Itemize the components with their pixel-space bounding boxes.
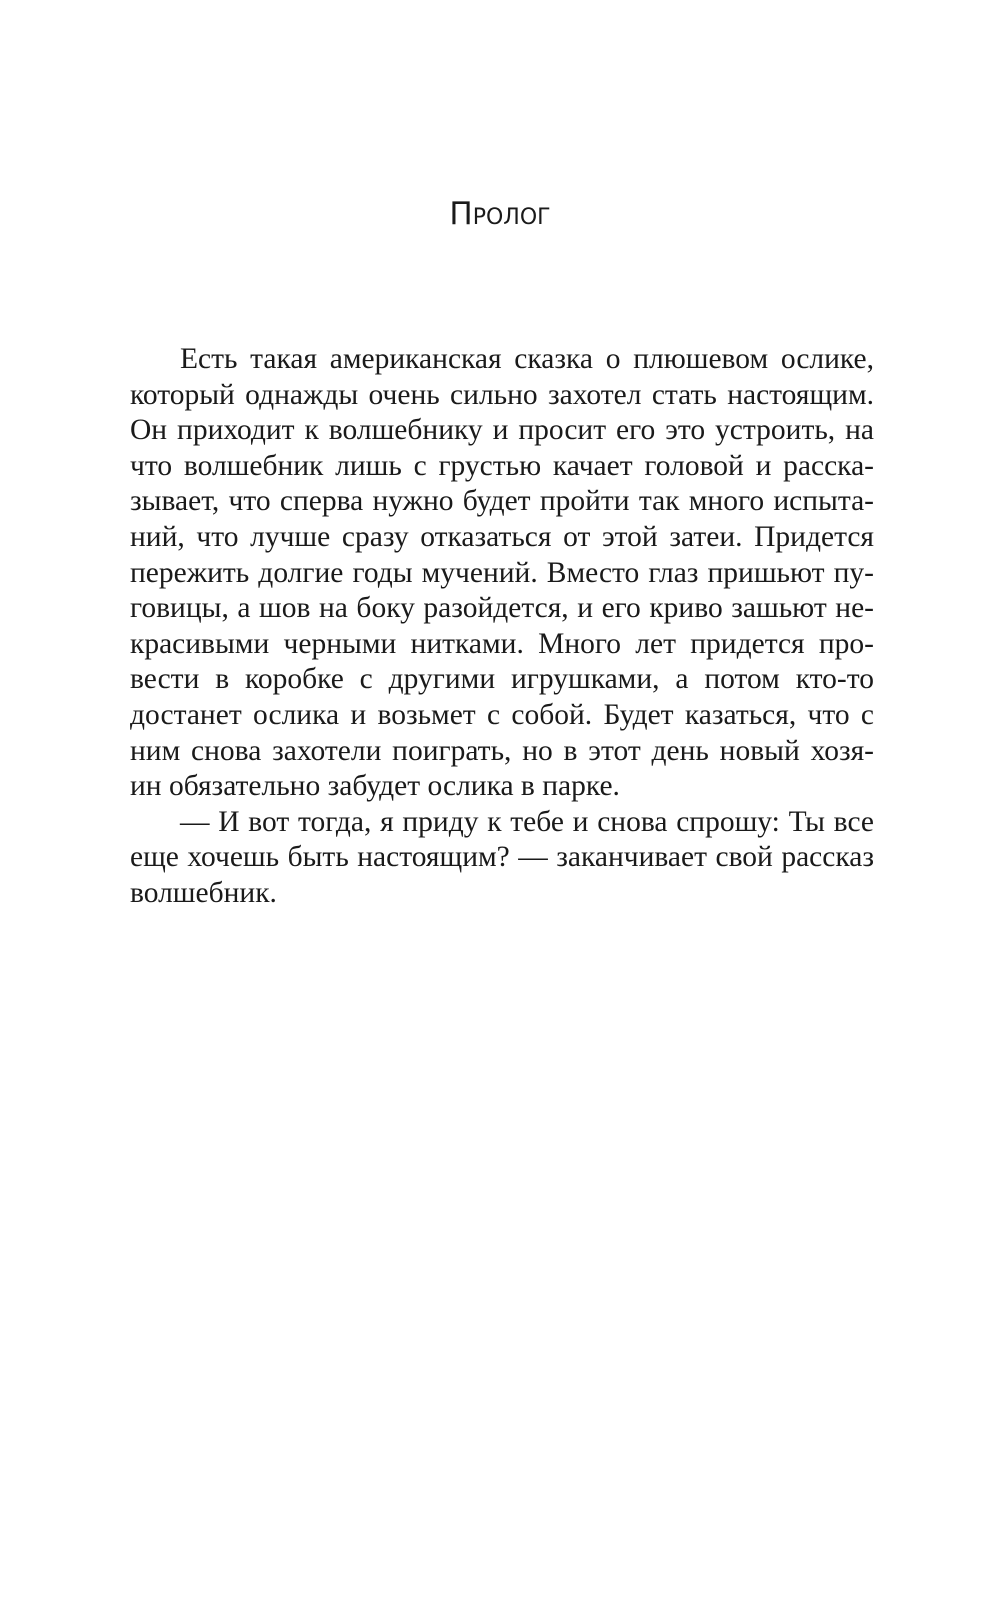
text-line: красивыми черными нитками. Много лет придется про-	[130, 627, 874, 660]
text-line: ний, что лучше сразу отказаться от этой затеи. Придется	[130, 520, 874, 553]
text-line: Он приходит к волшебнику и просит его это устроить, на	[130, 414, 874, 447]
text-line: ним снова захотели поиграть, но в этот день новый хозя-	[130, 734, 874, 767]
text-line: пережить долгие годы мучений. Вместо глаз пришьют пу-	[130, 556, 874, 589]
text-line: ин обязательно забудет ослика в парке.	[130, 770, 620, 803]
text-line: — И вот тогда, я приду к тебе и снова спрошу: Ты все	[180, 805, 874, 838]
text-line: что волшебник лишь с грустью качает головой и расска-	[130, 449, 874, 482]
chapter-title: Пролог	[449, 196, 551, 232]
text-line: Есть такая американская сказка о плюшевом ослике,	[180, 343, 874, 375]
text-line: достанет ослика и возьмет с собой. Будет казаться, что с	[130, 698, 874, 731]
text-line: зывает, что сперва нужно будет пройти так много испыта-	[130, 485, 874, 518]
paragraph-1	[130, 342, 874, 805]
text-line: говицы, а шов на боку разойдется, и его криво зашьют не-	[130, 592, 874, 625]
text-line: еще хочешь быть настоящим? — заканчивает свой рассказ	[130, 841, 874, 874]
text-line: вести в коробке с другими игрушками, а потом кто-то	[130, 663, 874, 696]
body-text	[130, 342, 874, 912]
paragraph-2	[130, 805, 874, 912]
text-line: волшебник.	[130, 876, 277, 909]
text-line: который однажды очень сильно захотел стать настоящим.	[130, 378, 874, 411]
